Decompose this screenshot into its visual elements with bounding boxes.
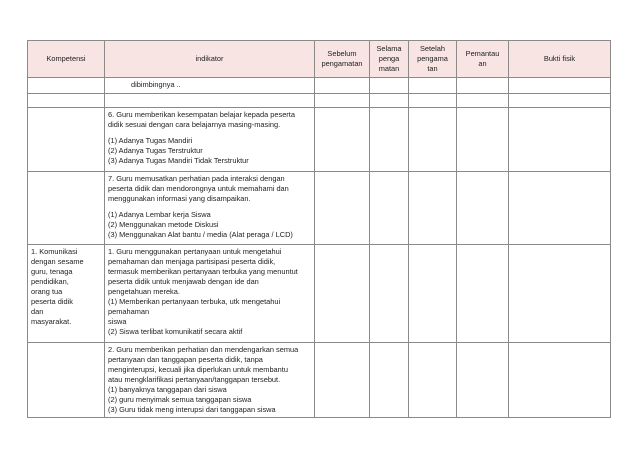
indikator-list xyxy=(105,172,314,242)
indikator-cell xyxy=(105,78,315,94)
kompetensi-text xyxy=(28,245,104,329)
header-pemantauan-line: Pemantau xyxy=(465,49,500,58)
indikator-line: didik sesuai dengan cara belajarnya masing-masing. xyxy=(108,120,281,129)
empty-cell xyxy=(370,245,409,343)
indikator-line: peserta didik untuk menjawab dengan ide dan xyxy=(108,277,259,286)
indikator-line: atau mengklarifikasi pertanyaan/tanggapan tersebut. xyxy=(108,375,281,384)
kompetensi-cell xyxy=(28,108,105,172)
kompetensi-cell xyxy=(28,172,105,245)
indikator-line: (2) Siswa terlibat komunikatif secara aktif xyxy=(108,327,243,336)
indikator-line: menggunakan informasi yang disampaikan. xyxy=(108,194,251,203)
indikator-line: pengetahuan mereka. xyxy=(108,287,180,296)
indikator-text: dibimbingnya .. xyxy=(131,80,181,89)
empty-cell xyxy=(315,343,370,418)
indikator-line: pertanyaan dan tanggapan peserta didik, tanpa xyxy=(108,355,263,364)
indikator-cell xyxy=(105,108,315,172)
header-selama-line: Selama xyxy=(376,44,402,53)
indikator-cell xyxy=(105,343,315,418)
empty-cell xyxy=(28,94,105,108)
header-selama-line: matan xyxy=(378,64,400,73)
header-pemantauan-line: an xyxy=(478,59,487,68)
empty-cell xyxy=(457,343,509,418)
table-row xyxy=(28,172,611,245)
empty-cell xyxy=(457,245,509,343)
table-row xyxy=(28,108,611,172)
table-row xyxy=(28,343,611,418)
indikator-line: (1) banyaknya tanggapan dari siswa xyxy=(108,385,227,394)
kompetensi-line: guru, tenaga xyxy=(31,267,73,276)
empty-cell xyxy=(457,108,509,172)
indikator-line: (3) Menggunakan Alat bantu / media (Alat peraga / LCD) xyxy=(108,230,293,239)
empty-cell xyxy=(315,94,370,108)
table-header-row xyxy=(28,41,611,78)
indikator-line: pemahaman dan menjaga partisipasi peserta didik, xyxy=(108,257,276,266)
empty-cell xyxy=(409,94,457,108)
empty-cell xyxy=(370,108,409,172)
header-sebelum-line: pengamatan xyxy=(321,59,363,68)
empty-cell xyxy=(370,343,409,418)
kompetensi-line: 1. Komunikasi xyxy=(31,247,78,256)
indikator-line: 1. Guru menggunakan pertanyaan untuk mengetahui xyxy=(108,247,282,256)
indikator-line: 6. Guru memberikan kesempatan belajar kepada peserta xyxy=(108,110,295,119)
empty-cell xyxy=(315,78,370,94)
indikator-line: 7. Guru memusatkan perhatian pada interaksi dengan xyxy=(108,174,285,183)
empty-cell xyxy=(457,172,509,245)
table-row xyxy=(28,78,611,94)
empty-cell xyxy=(409,343,457,418)
kompetensi-line: orang tua xyxy=(31,287,63,296)
indikator-list xyxy=(105,245,314,339)
empty-cell xyxy=(409,172,457,245)
kompetensi-cell xyxy=(28,78,105,94)
empty-cell xyxy=(105,94,315,108)
empty-cell xyxy=(409,108,457,172)
empty-cell xyxy=(509,94,611,108)
kompetensi-line: pendidikan, xyxy=(31,277,69,286)
empty-cell xyxy=(457,94,509,108)
empty-cell xyxy=(370,94,409,108)
empty-cell xyxy=(509,78,611,94)
empty-cell xyxy=(457,78,509,94)
empty-cell xyxy=(509,108,611,172)
empty-cell xyxy=(509,343,611,418)
indikator-line: peserta didik dan mendorongnya untuk memahami dan xyxy=(108,184,289,193)
empty-cell xyxy=(315,108,370,172)
kompetensi-line: dan xyxy=(31,307,44,316)
kompetensi-cell xyxy=(28,245,105,343)
indikator-line: (1) Adanya Tugas Mandiri xyxy=(108,136,193,145)
table-row xyxy=(28,245,611,343)
empty-cell xyxy=(370,172,409,245)
header-setelah-line: tan xyxy=(427,64,438,73)
header-pemantauan xyxy=(457,41,509,78)
indikator-cell xyxy=(105,245,315,343)
indikator-line: (1) Memberikan pertanyaan terbuka, utk mengetahui xyxy=(108,297,281,306)
empty-cell xyxy=(315,245,370,343)
header-sebelum xyxy=(315,41,370,78)
indikator-line: siswa xyxy=(108,317,127,326)
kompetensi-cell xyxy=(28,343,105,418)
header-kompetensi: Kompetensi xyxy=(28,41,105,78)
indikator-line: (2) Adanya Tugas Terstruktur xyxy=(108,146,203,155)
empty-cell xyxy=(315,172,370,245)
indikator-line: (1) Adanya Lembar kerja Siswa xyxy=(108,210,211,219)
header-setelah xyxy=(409,41,457,78)
indikator-list xyxy=(105,343,314,417)
header-sebelum-line: Sebelum xyxy=(327,49,357,58)
indikator-line: (2) guru menyimak semua tanggapan siswa xyxy=(108,395,252,404)
kompetensi-line: masyarakat. xyxy=(31,317,72,326)
indikator-line: (3) Guru tidak meng interupsi dari tanggapan siswa xyxy=(108,405,276,414)
indikator-line: pemahaman xyxy=(108,307,150,316)
header-selama-line: penga xyxy=(378,54,400,63)
indikator-line: 2. Guru memberikan perhatian dan mendengarkan semua xyxy=(108,345,299,354)
indikator-line: termasuk memberikan pertanyaan terbuka yang menuntut xyxy=(108,267,298,276)
indikator-line: menginterupsi, kecuali jika diperlukan untuk membantu xyxy=(108,365,288,374)
empty-cell xyxy=(370,78,409,94)
empty-cell xyxy=(509,172,611,245)
indikator-list xyxy=(105,108,314,168)
empty-cell xyxy=(509,245,611,343)
header-setelah-line: pengama xyxy=(417,54,448,63)
observation-table xyxy=(27,40,611,418)
kompetensi-line: peserta didik xyxy=(31,297,73,306)
empty-cell xyxy=(409,78,457,94)
indikator-line: (3) Adanya Tugas Mandiri Tidak Terstruktur xyxy=(108,156,249,165)
kompetensi-line: dengan sesame xyxy=(31,257,84,266)
indikator-line: (2) Menggunakan metode Diskusi xyxy=(108,220,219,229)
header-setelah-line: Setelah xyxy=(419,44,446,53)
table-row xyxy=(28,94,611,108)
header-indikator: indikator xyxy=(105,41,315,78)
header-bukti-fisik: Bukti fisik xyxy=(509,41,611,78)
header-selama xyxy=(370,41,409,78)
indikator-cell xyxy=(105,172,315,245)
empty-cell xyxy=(409,245,457,343)
